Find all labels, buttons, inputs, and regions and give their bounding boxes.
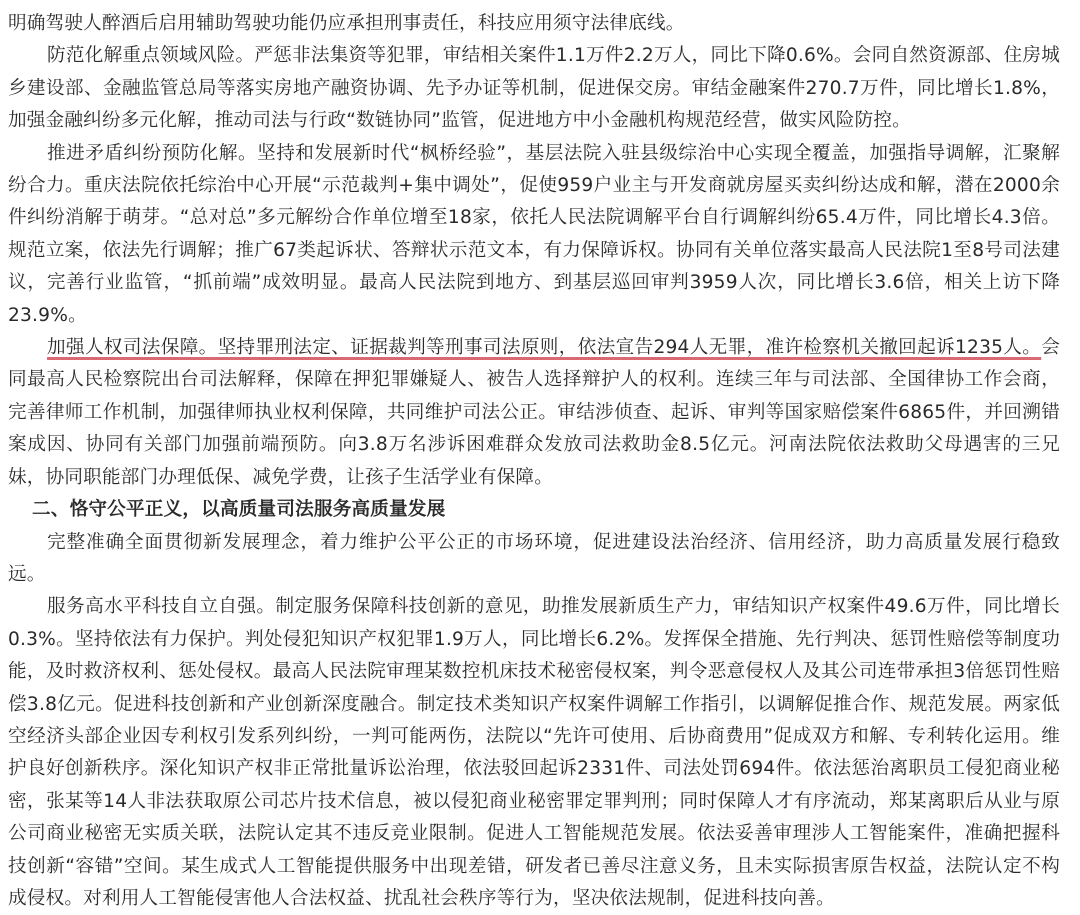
paragraph-tail: 明确驾驶人醉酒后启用辅助驾驶功能仍应承担刑事责任，科技应用须守法律底线。 bbox=[8, 13, 685, 34]
highlighted-sentence: 加强人权司法保障。坚持罪刑法定、证据裁判等刑事司法原则，依法宣告294人无罪，准许检察机关撤回起诉1235人。 bbox=[47, 337, 1042, 359]
paragraph-dispute-resolution: 推进矛盾纠纷预防化解。坚持和发展新时代“枫桥经验”，基层法院入驻县级综治中心实现全覆盖，加强指导调解，汇聚解纷合力。重庆法院依托综治中心开展“示范裁判+集中调处”，促使959户业主与开发商就房屋买卖纠纷达成和解，潜在2000余件纠纷消解于萌芽。“总对总”多元解纷合作单位增至18家，依托人民法院调解平台自行调解纠纷65.4万件，同比增长4.3倍。规范立案，依法先行调解；推广67类起诉状、答辩状示范文本，有力保障诉权。协同有关单位落实最高人民法院1至8号司法建议，完善行业监管，“抓前端”成效明显。最高人民法院到地方、到基层巡回审判3959人次，同比增长3.6倍，相关上访下降23.9%。 bbox=[8, 142, 1060, 326]
paragraph-human-rights-rest: 会同最高人民检察院出台司法解释，保障在押犯罪嫌疑人、被告人选择辩护人的权利。连续三年与司法部、全国律协工作会商，完善律师工作机制，加强律师执业权利保障，共同维护司法公正。审结涉侦查、起诉、审判等国家赔偿案件6865件，并回溯错案成因、协同有关部门加强前端预防。向3.8万名涉诉困难群众发放司法救助金8.5亿元。河南法院依法救助父母遇害的三兄妹，协同职能部门办理低保、减免学费，让孩子生活学业有保障。 bbox=[8, 337, 1060, 488]
paragraph-technology: 服务高水平科技自立自强。制定服务保障科技创新的意见，助推发展新质生产力，审结知识产权案件49.6万件，同比增长0.3%。坚持依法有力保护。判处侵犯知识产权犯罪1.9万人，同比增长6.2%。发挥保全措施、先行判决、惩罚性赔偿等制度功能，及时救济权利、惩处侵权。最高人民法院审理某数控机床技术秘密侵权案，判令恶意侵权人及其公司连带承担3倍惩罚性赔偿3.8亿元。促进科技创新和产业创新深度融合。制定技术类知识产权案件调解工作指引，以调解促推合作、规范发展。两家低空经济头部企业因专利权引发系列纠纷，一判可能两伤，法院以“先许可使用、后协商费用”促成双方和解、专利转化运用。维护良好创新秩序。深化知识产权非正常批量诉讼治理，依法驳回起诉2331件、司法处罚694件。依法惩治离职员工侵犯商业秘密，张某等14人非法获取原公司芯片技术信息，被以侵犯商业秘密罪定罪判刑；同时保障人才有序流动，郑某离职后从业与原公司商业秘密无实质关联，法院认定其不违反竞业限制。促进人工智能规范发展。依法妥善审理涉人工智能案件，准确把握科技创新“容错”空间。某生成式人工智能提供服务中出现差错，研发者已善尽注意义务，且未实际损害原告权益，法院认定不构成侵权。对利用人工智能侵害他人合法权益、扰乱社会秩序等行为，坚决依法规制，促进科技向善。 bbox=[8, 596, 1060, 909]
document-body bbox=[8, 8, 1060, 915]
cropped-line-fragment bbox=[0, 0, 1080, 6]
paragraph-human-rights bbox=[8, 332, 1060, 494]
paragraph-new-development: 完整准确全面贯彻新发展理念，着力维护公平公正的市场环境，促进建设法治经济、信用经济，助力高质量发展行稳致远。 bbox=[8, 531, 1060, 585]
paragraph-financial-risk: 防范化解重点领域风险。严惩非法集资等犯罪，审结相关案件1.1万件2.2万人，同比下降0.6%。会同自然资源部、住房城乡建设部、金融监管总局等落实房地产融资协调、先予办证等机制，促进保交房。审结金融案件270.7万件，同比增长1.8%，加强金融纠纷多元化解，推动司法与行政“数链协同”监管，促进地方中小金融机构规范经营，做实风险防控。 bbox=[8, 45, 1060, 132]
cropped-previous-line bbox=[0, 0, 1080, 6]
section-heading: 二、恪守公平正义，以高质量司法服务高质量发展 bbox=[32, 499, 446, 521]
